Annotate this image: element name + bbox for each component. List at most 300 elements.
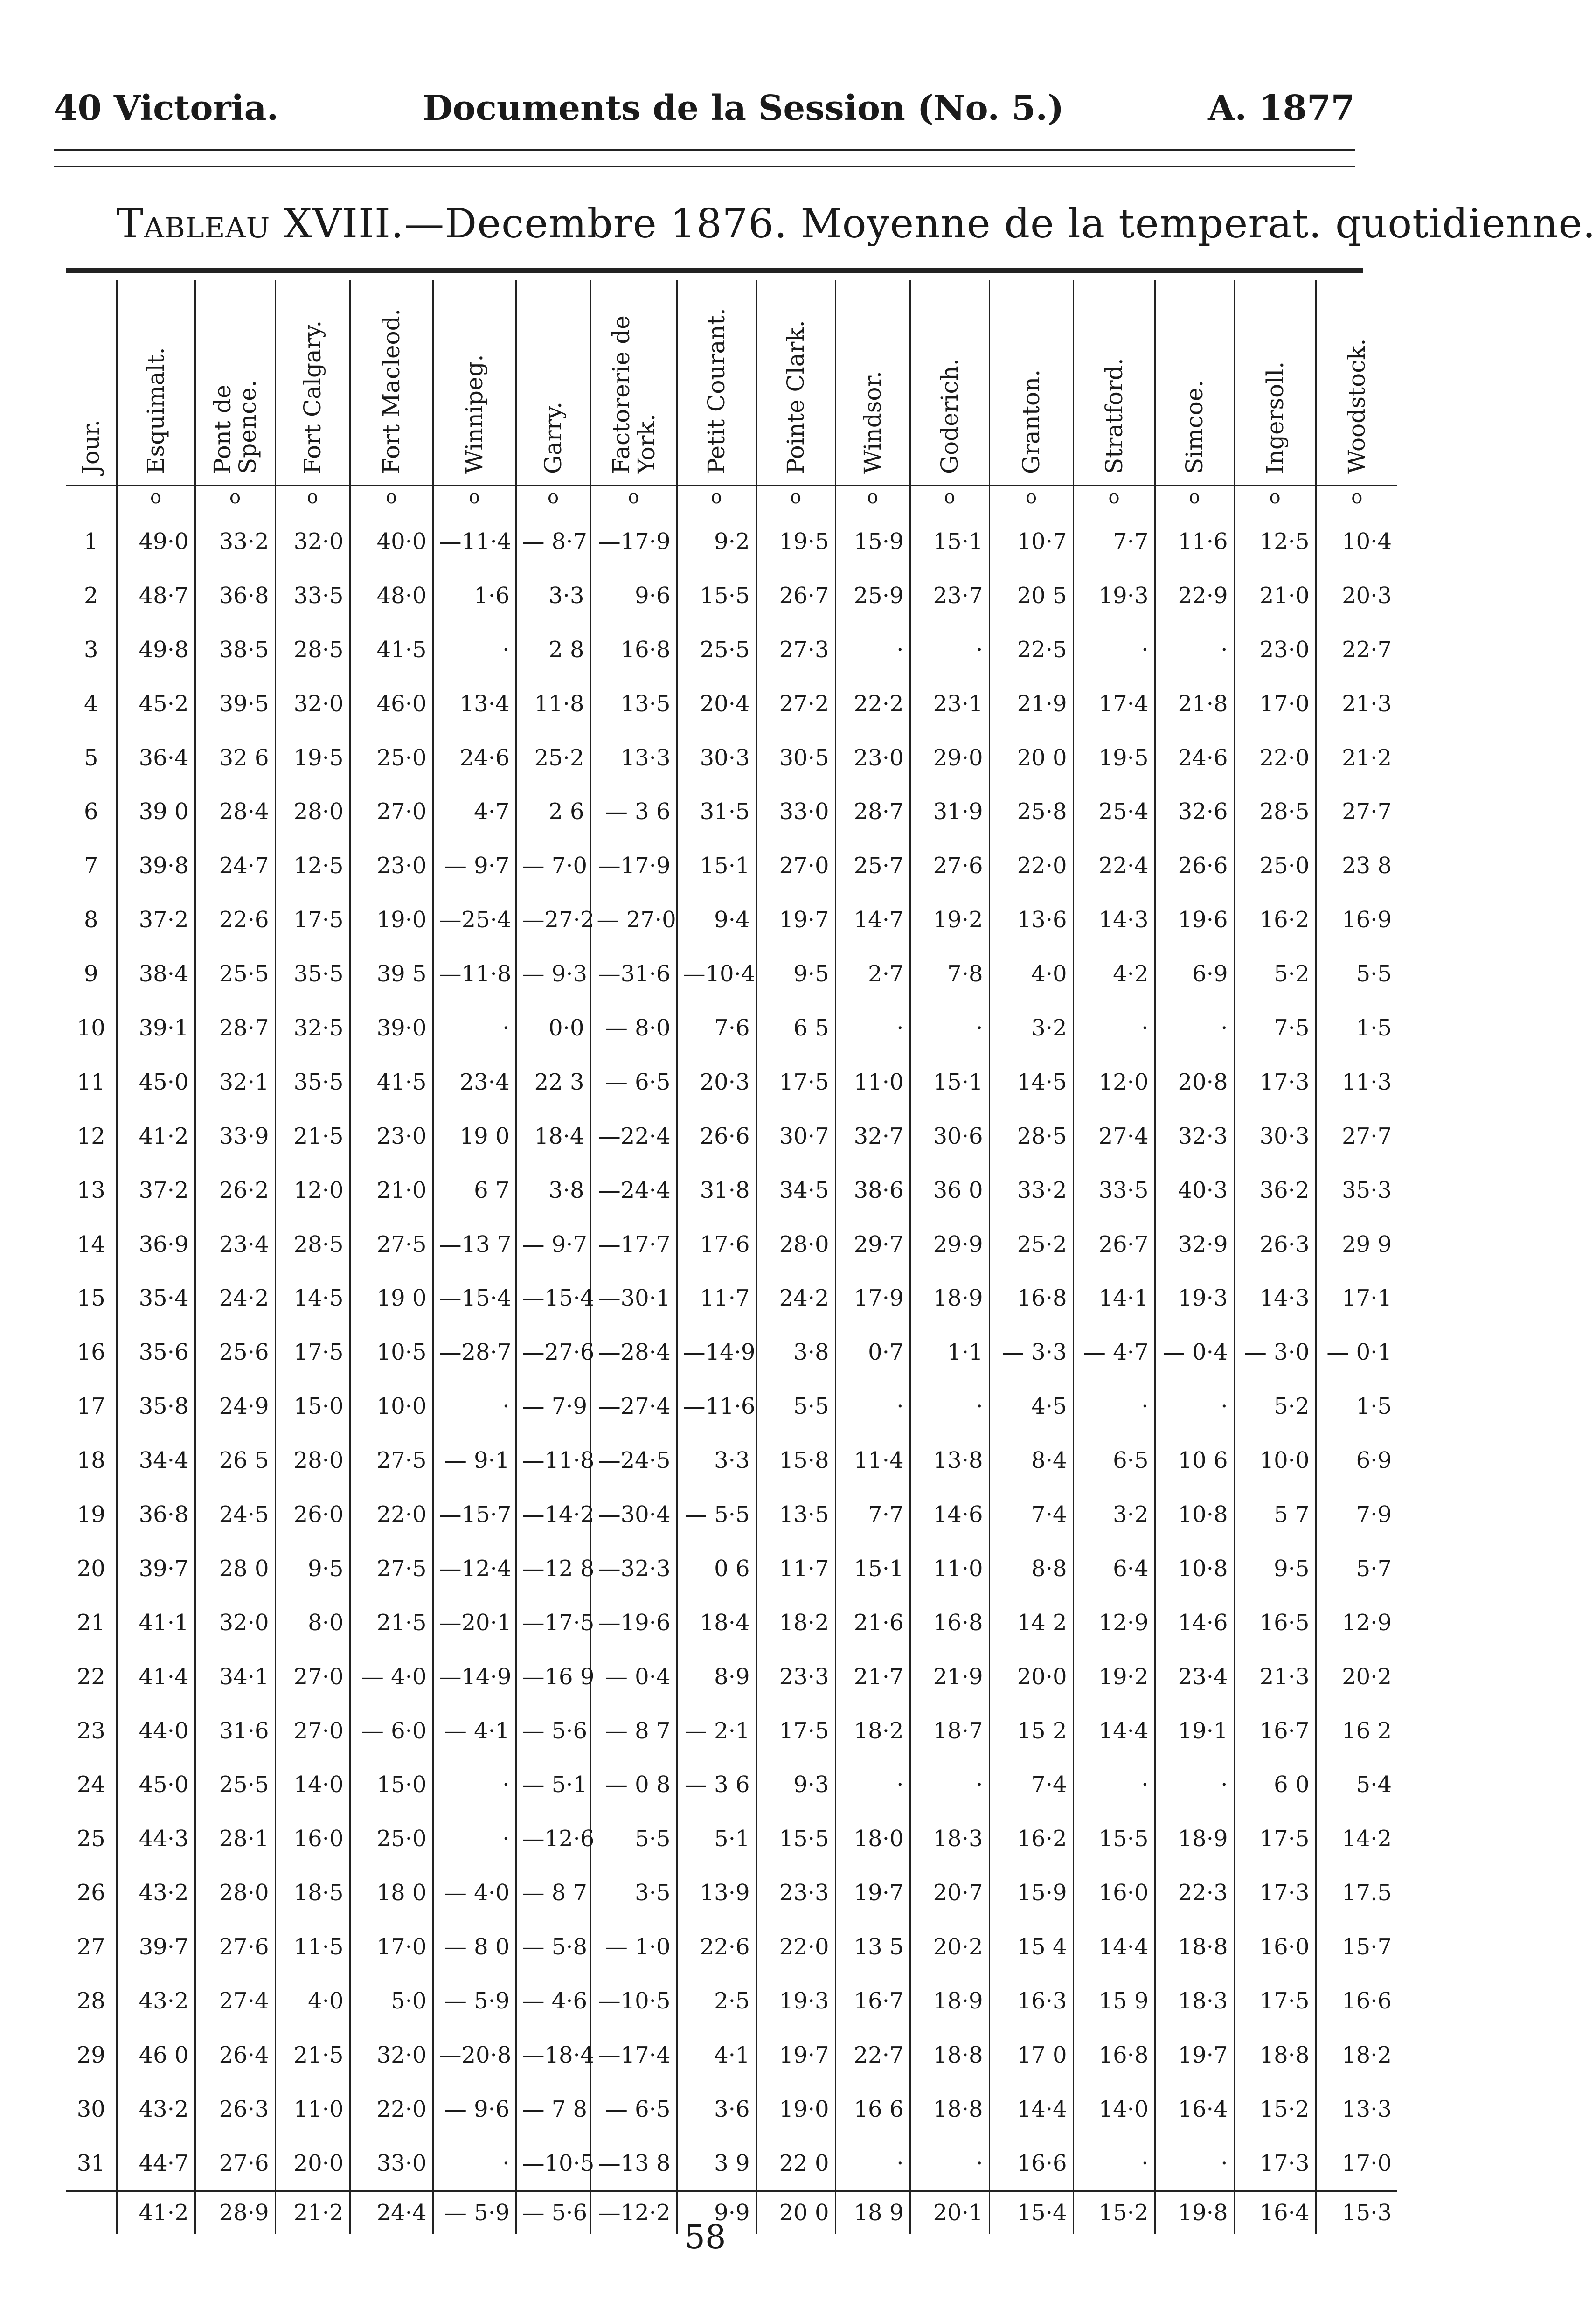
average-cell: 15·4: [989, 2191, 1073, 2234]
temperature-cell: 7·9: [1316, 1487, 1397, 1542]
temperature-cell: ·: [433, 1001, 516, 1055]
temperature-cell: 17·5: [756, 1704, 835, 1758]
temperature-cell: 20 0: [989, 731, 1073, 785]
temperature-cell: 27·7: [1316, 1109, 1397, 1163]
column-header: [117, 280, 195, 486]
temperature-cell: 3 9: [677, 2136, 756, 2191]
temperature-cell: 19·5: [756, 514, 835, 569]
temperature-cell: 36 0: [910, 1163, 989, 1217]
day-cell: 13: [76, 1177, 105, 1203]
temperature-cell: 27·0: [350, 785, 433, 839]
temperature-cell: 6 5: [756, 1001, 835, 1055]
temperature-cell: 32·6: [1155, 785, 1234, 839]
temperature-cell: 31·9: [910, 785, 989, 839]
temperature-cell: 23·0: [350, 1109, 433, 1163]
temperature-cell: 16·5: [1234, 1596, 1316, 1650]
temperature-cell: 16·8: [989, 1271, 1073, 1325]
temperature-cell: 18·9: [1155, 1812, 1234, 1866]
temperature-cell: —13 7: [433, 1217, 516, 1272]
temperature-cell: 15·1: [677, 839, 756, 893]
day-cell: 31: [76, 2150, 105, 2176]
temperature-cell: 33·2: [989, 1163, 1073, 1217]
unit-cell: [66, 486, 117, 515]
day-cell: 15: [76, 1285, 105, 1312]
temperature-cell: — 8 0: [433, 1920, 516, 1974]
temperature-cell: 24·9: [195, 1379, 275, 1433]
day-cell: 1: [83, 528, 98, 555]
temperature-cell: 15 2: [989, 1704, 1073, 1758]
column-header-label: Pointe Clark.: [782, 320, 809, 474]
temperature-cell: 34·5: [756, 1163, 835, 1217]
temperature-cell: 43·2: [117, 1974, 195, 2028]
temperature-cell: 26·6: [1155, 839, 1234, 893]
temperature-cell: 18·8: [1155, 1920, 1234, 1974]
temperature-cell: 0·0: [516, 1001, 590, 1055]
temperature-cell: 49·0: [117, 514, 195, 569]
temperature-cell: — 4·6: [516, 1974, 590, 2028]
average-cell: — 5·9: [433, 2191, 516, 2234]
temperature-cell: —27·2: [516, 893, 590, 947]
temperature-cell: 22·9: [1155, 569, 1234, 623]
temperature-cell: 23·4: [1155, 1650, 1234, 1704]
column-header-label: Esquimalt.: [142, 347, 169, 474]
temperature-cell: 15·1: [910, 1055, 989, 1109]
day-cell: 17: [76, 1393, 105, 1420]
table-row: [66, 514, 1397, 569]
temperature-cell: 13·4: [433, 677, 516, 731]
column-header: [516, 280, 590, 486]
temperature-cell: 17·3: [1234, 1055, 1316, 1109]
temperature-cell: 22·0: [756, 1920, 835, 1974]
temperature-cell: — 8 7: [590, 1704, 677, 1758]
temperature-cell: 3·3: [516, 569, 590, 623]
temperature-cell: 17·0: [1316, 2136, 1397, 2191]
temperature-cell: 11·7: [756, 1542, 835, 1596]
temperature-cell: 35·8: [117, 1379, 195, 1433]
temperature-cell: —27·6: [516, 1325, 590, 1379]
temperature-cell: 27·6: [910, 839, 989, 893]
temperature-cell: —22·4: [590, 1109, 677, 1163]
temperature-cell: 13·8: [910, 1433, 989, 1487]
temperature-cell: ·: [910, 1758, 989, 1812]
temperature-cell: 24·2: [195, 1271, 275, 1325]
average-cell: 16·4: [1234, 2191, 1316, 2234]
temperature-cell: 13·5: [590, 677, 677, 731]
column-header-label: Petit Courant.: [703, 308, 730, 474]
day-cell: 6: [83, 799, 98, 825]
temperature-cell: ·: [1073, 2136, 1155, 2191]
temperature-cell: 18·8: [910, 2028, 989, 2082]
temperature-cell: 15·2: [1234, 2082, 1316, 2136]
temperature-cell: 32·0: [350, 2028, 433, 2082]
temperature-cell: — 9·6: [433, 2082, 516, 2136]
temperature-cell: 10·5: [350, 1325, 433, 1379]
temperature-cell: ·: [1155, 1001, 1234, 1055]
temperature-cell: 25·4: [1073, 785, 1155, 839]
temperature-cell: 2·5: [677, 1974, 756, 2028]
column-header-label: Granton.: [1018, 369, 1045, 474]
temperature-cell: 5·5: [756, 1379, 835, 1433]
temperature-cell: 18 0: [350, 1866, 433, 1920]
temperature-cell: ·: [1073, 1758, 1155, 1812]
temperature-cell: 4·0: [275, 1974, 350, 2028]
temperature-cell: 14·4: [1073, 1920, 1155, 1974]
temperature-cell: ·: [1155, 1379, 1234, 1433]
temperature-cell: 10·7: [989, 514, 1073, 569]
temperature-cell: 27·4: [195, 1974, 275, 2028]
average-cell: 28·9: [195, 2191, 275, 2234]
average-cell: 15·3: [1316, 2191, 1397, 2234]
temperature-cell: — 3 6: [590, 785, 677, 839]
temperature-cell: 32·5: [275, 1001, 350, 1055]
temperature-cell: 16·9: [1316, 893, 1397, 947]
table-row: [66, 1433, 1397, 1487]
table-row: [66, 2082, 1397, 2136]
average-cell: — 5·6: [516, 2191, 590, 2234]
temperature-cell: 25·8: [989, 785, 1073, 839]
temperature-cell: —17·9: [590, 839, 677, 893]
temperature-cell: 4·7: [433, 785, 516, 839]
temperature-cell: 2·7: [835, 947, 910, 1001]
temperature-cell: 7·7: [1073, 514, 1155, 569]
temperature-cell: 21·7: [835, 1650, 910, 1704]
table-row: [66, 893, 1397, 947]
temperature-cell: ·: [835, 1379, 910, 1433]
temperature-cell: 12·9: [1073, 1596, 1155, 1650]
average-cell: 24·4: [350, 2191, 433, 2234]
temperature-cell: — 6·5: [590, 1055, 677, 1109]
temperature-cell: 17·3: [1234, 1866, 1316, 1920]
temperature-cell: — 3 6: [677, 1758, 756, 1812]
temperature-cell: —15·4: [433, 1271, 516, 1325]
temperature-cell: — 5·5: [677, 1487, 756, 1542]
temperature-cell: 14·5: [275, 1271, 350, 1325]
temperature-cell: 49·8: [117, 623, 195, 677]
temperature-cell: 22·0: [989, 839, 1073, 893]
temperature-cell: 41·2: [117, 1109, 195, 1163]
table-row: [66, 1920, 1397, 1974]
temperature-cell: 18·9: [910, 1271, 989, 1325]
temperature-cell: 25·5: [677, 623, 756, 677]
temperature-cell: 19 0: [350, 1271, 433, 1325]
temperature-cell: —11·6: [677, 1379, 756, 1433]
temperature-cell: 15·9: [989, 1866, 1073, 1920]
temperature-cell: 41·5: [350, 623, 433, 677]
temperature-cell: 8·8: [989, 1542, 1073, 1596]
temperature-cell: —30·4: [590, 1487, 677, 1542]
temperature-cell: 7·7: [835, 1487, 910, 1542]
temperature-cell: 18·4: [516, 1109, 590, 1163]
temperature-cell: 48·0: [350, 569, 433, 623]
temperature-cell: 44·3: [117, 1812, 195, 1866]
temperature-cell: ·: [433, 2136, 516, 2191]
temperature-cell: 21·3: [1316, 677, 1397, 731]
temperature-cell: 39·1: [117, 1001, 195, 1055]
temperature-cell: 16·0: [1234, 1920, 1316, 1974]
temperature-cell: 15·0: [275, 1379, 350, 1433]
header-right: A. 1877: [1208, 88, 1355, 128]
temperature-cell: 13·6: [989, 893, 1073, 947]
temperature-cell: — 5·6: [516, 1704, 590, 1758]
temperature-cell: 26·4: [195, 2028, 275, 2082]
temperature-cell: 17·5: [1234, 1812, 1316, 1866]
temperature-cell: 15·0: [350, 1758, 433, 1812]
temperature-cell: 9·6: [590, 569, 677, 623]
temperature-cell: 15·8: [756, 1433, 835, 1487]
temperature-cell: ·: [1073, 623, 1155, 677]
table-row: [66, 839, 1397, 893]
table-row: [66, 1271, 1397, 1325]
temperature-cell: 7·5: [1234, 1001, 1316, 1055]
temperature-cell: 45·0: [117, 1758, 195, 1812]
temperature-cell: — 8·7: [516, 514, 590, 569]
day-cell: 10: [76, 1015, 105, 1041]
temperature-cell: 11·0: [910, 1542, 989, 1596]
table-title: [117, 201, 1596, 247]
temperature-cell: 31·8: [677, 1163, 756, 1217]
temperature-cell: — 8·0: [590, 1001, 677, 1055]
temperature-cell: —12 8: [516, 1542, 590, 1596]
temperature-cell: 5·0: [350, 1974, 433, 2028]
average-cell: 20 0: [756, 2191, 835, 2234]
temperature-cell: — 4·1: [433, 1704, 516, 1758]
temperature-cell: 14·6: [910, 1487, 989, 1542]
temperature-cell: 6 0: [1234, 1758, 1316, 1812]
temperature-cell: 36·4: [117, 731, 195, 785]
temperature-cell: 27·5: [350, 1433, 433, 1487]
temperature-cell: 35·3: [1316, 1163, 1397, 1217]
header-center: Documents de la Session (No. 5.): [423, 88, 1064, 128]
temperature-cell: 27·7: [1316, 785, 1397, 839]
temperature-cell: — 9·7: [516, 1217, 590, 1272]
temperature-cell: 32·0: [275, 514, 350, 569]
unit-cell: o: [756, 486, 835, 515]
day-cell: 14: [76, 1231, 105, 1258]
temperature-cell: 19·7: [1155, 2028, 1234, 2082]
temperature-cell: 22·3: [1155, 1866, 1234, 1920]
temperature-cell: 13·3: [590, 731, 677, 785]
temperature-cell: 18·2: [756, 1596, 835, 1650]
temperature-cell: 1·5: [1316, 1001, 1397, 1055]
temperature-cell: 31·5: [677, 785, 756, 839]
temperature-cell: — 7·0: [516, 839, 590, 893]
temperature-cell: ·: [1155, 1758, 1234, 1812]
temperature-cell: — 8 7: [516, 1866, 590, 1920]
temperature-cell: 29·9: [910, 1217, 989, 1272]
temperature-cell: 16 6: [835, 2082, 910, 2136]
temperature-cell: 30·3: [1234, 1109, 1316, 1163]
temperature-cell: 16·0: [1073, 1866, 1155, 1920]
temperature-cell: 23·0: [835, 731, 910, 785]
temperature-cell: —14·9: [677, 1325, 756, 1379]
temperature-cell: 9·4: [677, 893, 756, 947]
temperature-cell: 26·3: [195, 2082, 275, 2136]
temperature-cell: 23·1: [910, 677, 989, 731]
temperature-cell: 18·3: [1155, 1974, 1234, 2028]
temperature-cell: 11·5: [275, 1920, 350, 1974]
temperature-cell: 23 8: [1316, 839, 1397, 893]
column-header: [350, 280, 433, 486]
temperature-cell: 19·2: [1073, 1650, 1155, 1704]
temperature-cell: —15·7: [433, 1487, 516, 1542]
temperature-cell: 22 3: [516, 1055, 590, 1109]
temperature-cell: 24·7: [195, 839, 275, 893]
average-cell: 41·2: [117, 2191, 195, 2234]
temperature-cell: — 4·7: [1073, 1325, 1155, 1379]
temperature-cell: —11·8: [433, 947, 516, 1001]
temperature-cell: — 7 8: [516, 2082, 590, 2136]
unit-cell: o: [275, 486, 350, 515]
temperature-cell: 28·0: [275, 785, 350, 839]
temperature-cell: 25·0: [350, 731, 433, 785]
unit-row: [66, 486, 1397, 515]
temperature-cell: 15·9: [835, 514, 910, 569]
temperature-cell: 11·0: [275, 2082, 350, 2136]
temperature-cell: 11·8: [516, 677, 590, 731]
temperature-cell: ·: [835, 623, 910, 677]
temperature-cell: 29·0: [910, 731, 989, 785]
temperature-cell: 6·5: [1073, 1433, 1155, 1487]
temperature-cell: 41·5: [350, 1055, 433, 1109]
day-cell: 20: [76, 1555, 105, 1582]
temperature-cell: 19·0: [756, 2082, 835, 2136]
temperature-cell: 18·2: [1316, 2028, 1397, 2082]
temperature-cell: —20·8: [433, 2028, 516, 2082]
temperature-cell: 3·6: [677, 2082, 756, 2136]
temperature-cell: — 3·3: [989, 1325, 1073, 1379]
header-rule: [54, 149, 1355, 151]
temperature-cell: 17·0: [350, 1920, 433, 1974]
temperature-cell: 17·1: [1316, 1271, 1397, 1325]
unit-cell: o: [835, 486, 910, 515]
temperature-cell: 28·5: [989, 1109, 1073, 1163]
temperature-cell: 9·3: [756, 1758, 835, 1812]
temperature-cell: 40·0: [350, 514, 433, 569]
temperature-cell: 37·2: [117, 1163, 195, 1217]
temperature-cell: 38·4: [117, 947, 195, 1001]
temperature-cell: — 7·9: [516, 1379, 590, 1433]
temperature-cell: 17·5: [275, 893, 350, 947]
temperature-cell: 43·2: [117, 1866, 195, 1920]
day-cell: 19: [76, 1501, 105, 1528]
temperature-cell: —31·6: [590, 947, 677, 1001]
temperature-cell: 22·5: [989, 623, 1073, 677]
temperature-cell: —17·7: [590, 1217, 677, 1272]
temperature-cell: 16·6: [989, 2136, 1073, 2191]
temperature-cell: 14·3: [1234, 1271, 1316, 1325]
temperature-cell: 32·0: [275, 677, 350, 731]
temperature-cell: 17·5: [756, 1055, 835, 1109]
temperature-cell: 19·5: [275, 731, 350, 785]
temperature-cell: —20·1: [433, 1596, 516, 1650]
temperature-cell: — 27·0: [590, 893, 677, 947]
temperature-cell: 4·2: [1073, 947, 1155, 1001]
temperature-cell: —12·4: [433, 1542, 516, 1596]
table-row: [66, 731, 1397, 785]
temperature-cell: 18·0: [835, 1812, 910, 1866]
temperature-cell: 22·7: [1316, 623, 1397, 677]
temperature-cell: 18·2: [835, 1704, 910, 1758]
temperature-cell: 23·4: [195, 1217, 275, 1272]
temperature-cell: 22·0: [350, 2082, 433, 2136]
temperature-cell: 10·4: [1316, 514, 1397, 569]
column-header: [835, 280, 910, 486]
temperature-cell: 3·2: [989, 1001, 1073, 1055]
temperature-cell: 36·8: [117, 1487, 195, 1542]
temperature-cell: 23·3: [756, 1866, 835, 1920]
temperature-cell: 38·5: [195, 623, 275, 677]
day-cell: 22: [76, 1663, 105, 1690]
temperature-cell: 17·6: [677, 1217, 756, 1272]
temperature-cell: 9·2: [677, 514, 756, 569]
table-row: [66, 2136, 1397, 2191]
temperature-cell: 23·0: [1234, 623, 1316, 677]
temperature-cell: 24·5: [195, 1487, 275, 1542]
temperature-cell: — 5·1: [516, 1758, 590, 1812]
temperature-cell: 16·6: [1316, 1974, 1397, 2028]
temperature-cell: 17·4: [1073, 677, 1155, 731]
column-header: [1316, 280, 1397, 486]
unit-cell: o: [1155, 486, 1234, 515]
table-row: [66, 1866, 1397, 1920]
temperature-cell: 38·6: [835, 1163, 910, 1217]
temperature-cell: —17·4: [590, 2028, 677, 2082]
temperature-cell: —10·5: [516, 2136, 590, 2191]
temperature-cell: 27·5: [350, 1217, 433, 1272]
temperature-cell: 26·2: [195, 1163, 275, 1217]
temperature-cell: — 9·3: [516, 947, 590, 1001]
temperature-cell: 48·7: [117, 569, 195, 623]
column-header-label: Winnipeg.: [461, 354, 488, 474]
temperature-cell: 14·4: [989, 2082, 1073, 2136]
day-cell: 2: [83, 582, 98, 609]
table-row: [66, 1596, 1397, 1650]
title-rule: [66, 268, 1363, 273]
unit-cell: o: [989, 486, 1073, 515]
table-row: [66, 1974, 1397, 2028]
temperature-cell: — 2·1: [677, 1704, 756, 1758]
temperature-cell: 11·0: [835, 1055, 910, 1109]
temperature-cell: 16·2: [989, 1812, 1073, 1866]
temperature-cell: 16·0: [275, 1812, 350, 1866]
day-cell: 29: [76, 2042, 105, 2068]
temperature-cell: 11·3: [1316, 1055, 1397, 1109]
temperature-cell: 12·9: [1316, 1596, 1397, 1650]
temperature-cell: 25·6: [195, 1325, 275, 1379]
temperature-cell: 5·4: [1316, 1758, 1397, 1812]
temperature-cell: 13·9: [677, 1866, 756, 1920]
temperature-cell: 15 4: [989, 1920, 1073, 1974]
temperature-cell: 9·5: [1234, 1542, 1316, 1596]
temperature-cell: 20·4: [677, 677, 756, 731]
temperature-cell: 27·0: [275, 1650, 350, 1704]
temperature-cell: — 0·4: [590, 1650, 677, 1704]
temperature-cell: 17·5: [1234, 1974, 1316, 2028]
temperature-cell: 14·0: [275, 1758, 350, 1812]
temperature-cell: 8·4: [989, 1433, 1073, 1487]
temperature-cell: 15 9: [1073, 1974, 1155, 2028]
day-cell: 28: [76, 1987, 105, 2014]
column-header-label: Woodstock.: [1343, 338, 1371, 474]
day-cell: 27: [76, 1934, 105, 1960]
temperature-cell: —28·7: [433, 1325, 516, 1379]
temperature-cell: 32·1: [195, 1055, 275, 1109]
temperature-cell: 17·3: [1234, 2136, 1316, 2191]
temperature-cell: — 5·8: [516, 1920, 590, 1974]
temperature-cell: 21·0: [1234, 569, 1316, 623]
temperature-cell: 5·2: [1234, 1379, 1316, 1433]
temperature-cell: 24·6: [1155, 731, 1234, 785]
